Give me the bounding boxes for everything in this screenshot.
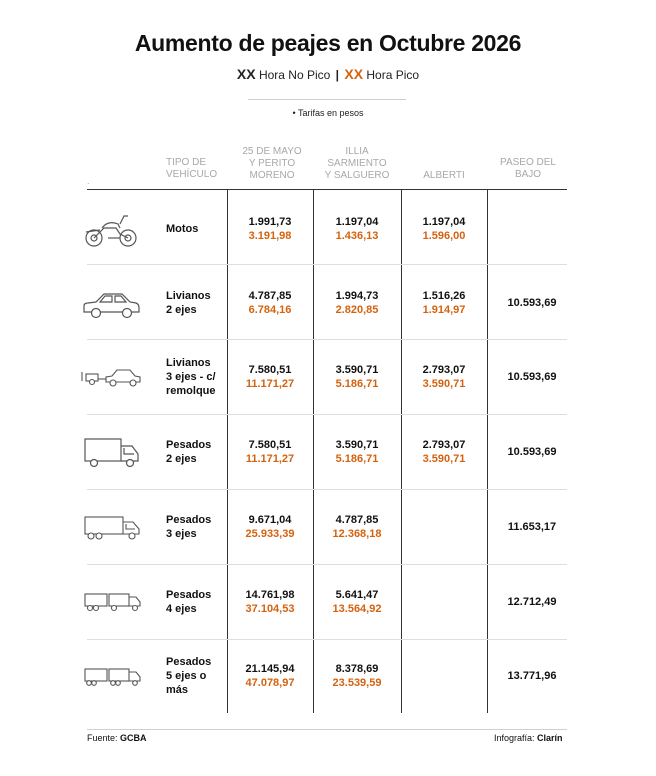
toll-paseo-del-bajo: 10.593,69: [507, 297, 557, 309]
toll-illia: 5.641,47 13.564,92: [332, 589, 382, 615]
vehicle-name: Livianos 3 ejes - c/ remolque: [166, 357, 216, 397]
header-illia: ILLIA SARMIENTO Y SALGUERO: [324, 146, 390, 181]
column-divider: [313, 190, 314, 713]
header-paseo-del-bajo: PASEO DEL BAJO: [500, 157, 556, 180]
toll-alberti: 2.793,07 3.590,71: [422, 364, 466, 390]
toll-25-de-mayo: 21.145,94 47.078,97: [245, 663, 295, 689]
toll-illia: 8.378,69 23.539,59: [332, 663, 382, 689]
truck-3-axle-icon: [82, 514, 144, 542]
truck-5-axle-icon: [82, 666, 144, 688]
toll-25-de-mayo: 9.671,04 25.933,39: [245, 514, 295, 540]
footer-rule: [87, 729, 567, 730]
toll-25-de-mayo: 1.991,73 3.191,98: [248, 216, 292, 242]
toll-alberti: 1.197,04 1.596,00: [422, 216, 466, 242]
row-divider: [87, 564, 567, 565]
toll-paseo-del-bajo: 12.712,49: [507, 596, 557, 608]
source-credit: Fuente: GCBA: [87, 733, 147, 743]
vehicle-name: Pesados 3 ejes: [166, 514, 212, 540]
column-divider: [487, 190, 488, 713]
toll-alberti: 1.516,26 1.914,97: [422, 290, 466, 316]
row-divider: [87, 639, 567, 640]
vehicle-name: Pesados 5 ejes o más: [166, 656, 212, 696]
row-divider: [87, 264, 567, 265]
legend: [0, 66, 656, 82]
header-rule: [87, 189, 567, 190]
legend-pico-label: Hora Pico: [366, 68, 420, 82]
toll-alberti: 2.793,07 3.590,71: [422, 439, 466, 465]
infographic-credit: Infografía: Clarín: [494, 733, 563, 743]
toll-paseo-del-bajo: 10.593,69: [507, 446, 557, 458]
toll-paseo-del-bajo: 13.771,96: [507, 670, 557, 682]
toll-illia: 1.197,04 1.436,13: [335, 216, 379, 242]
row-divider: [87, 414, 567, 415]
toll-25-de-mayo: 4.787,85 6.784,16: [248, 290, 292, 316]
vehicle-name: Livianos 2 ejes: [166, 290, 211, 316]
toll-25-de-mayo: 7.580,51 11.171,27: [245, 364, 295, 390]
currency-note: • Tarifas en pesos: [292, 108, 364, 118]
toll-25-de-mayo: 7.580,51 11.171,27: [245, 439, 295, 465]
legend-no-pico-mark: XX: [236, 66, 256, 82]
toll-illia: 1.994,73 2.820,85: [335, 290, 379, 316]
row-divider: [87, 489, 567, 490]
legend-no-pico-label: Hora No Pico: [258, 68, 331, 82]
toll-illia: 3.590,71 5.186,71: [335, 364, 379, 390]
toll-paseo-del-bajo: 10.593,69: [507, 371, 557, 383]
vehicle-name: Pesados 2 ejes: [166, 439, 212, 465]
car-icon: [80, 290, 142, 320]
car-trailer-icon: [80, 366, 144, 388]
legend-pico-mark: XX: [344, 66, 364, 82]
header-tipo-vehiculo: TIPO DE VEHÍCULO: [166, 157, 218, 180]
vehicle-name: Pesados 4 ejes: [166, 589, 212, 615]
truck-2-axle-icon: [82, 436, 142, 470]
header-alberti: ALBERTI: [423, 170, 465, 181]
truck-4-axle-icon: [82, 591, 144, 613]
header-25-de-mayo: 25 DE MAYO Y PERITO MORENO: [242, 146, 302, 181]
page-title: Aumento de peajes en Octubre 2026: [134, 30, 522, 56]
motorcycle-icon: [80, 210, 142, 250]
legend-separator: |: [335, 68, 340, 82]
toll-25-de-mayo: 14.761,98 37.104,53: [245, 589, 295, 615]
toll-illia: 4.787,85 12.368,18: [332, 514, 382, 540]
row-divider: [87, 339, 567, 340]
vehicle-name: Motos: [166, 223, 199, 235]
toll-paseo-del-bajo: 11.653,17: [507, 521, 557, 533]
header-marker: .: [87, 176, 90, 186]
toll-illia: 3.590,71 5.186,71: [335, 439, 379, 465]
legend-divider: [248, 99, 406, 100]
column-divider: [401, 190, 402, 713]
